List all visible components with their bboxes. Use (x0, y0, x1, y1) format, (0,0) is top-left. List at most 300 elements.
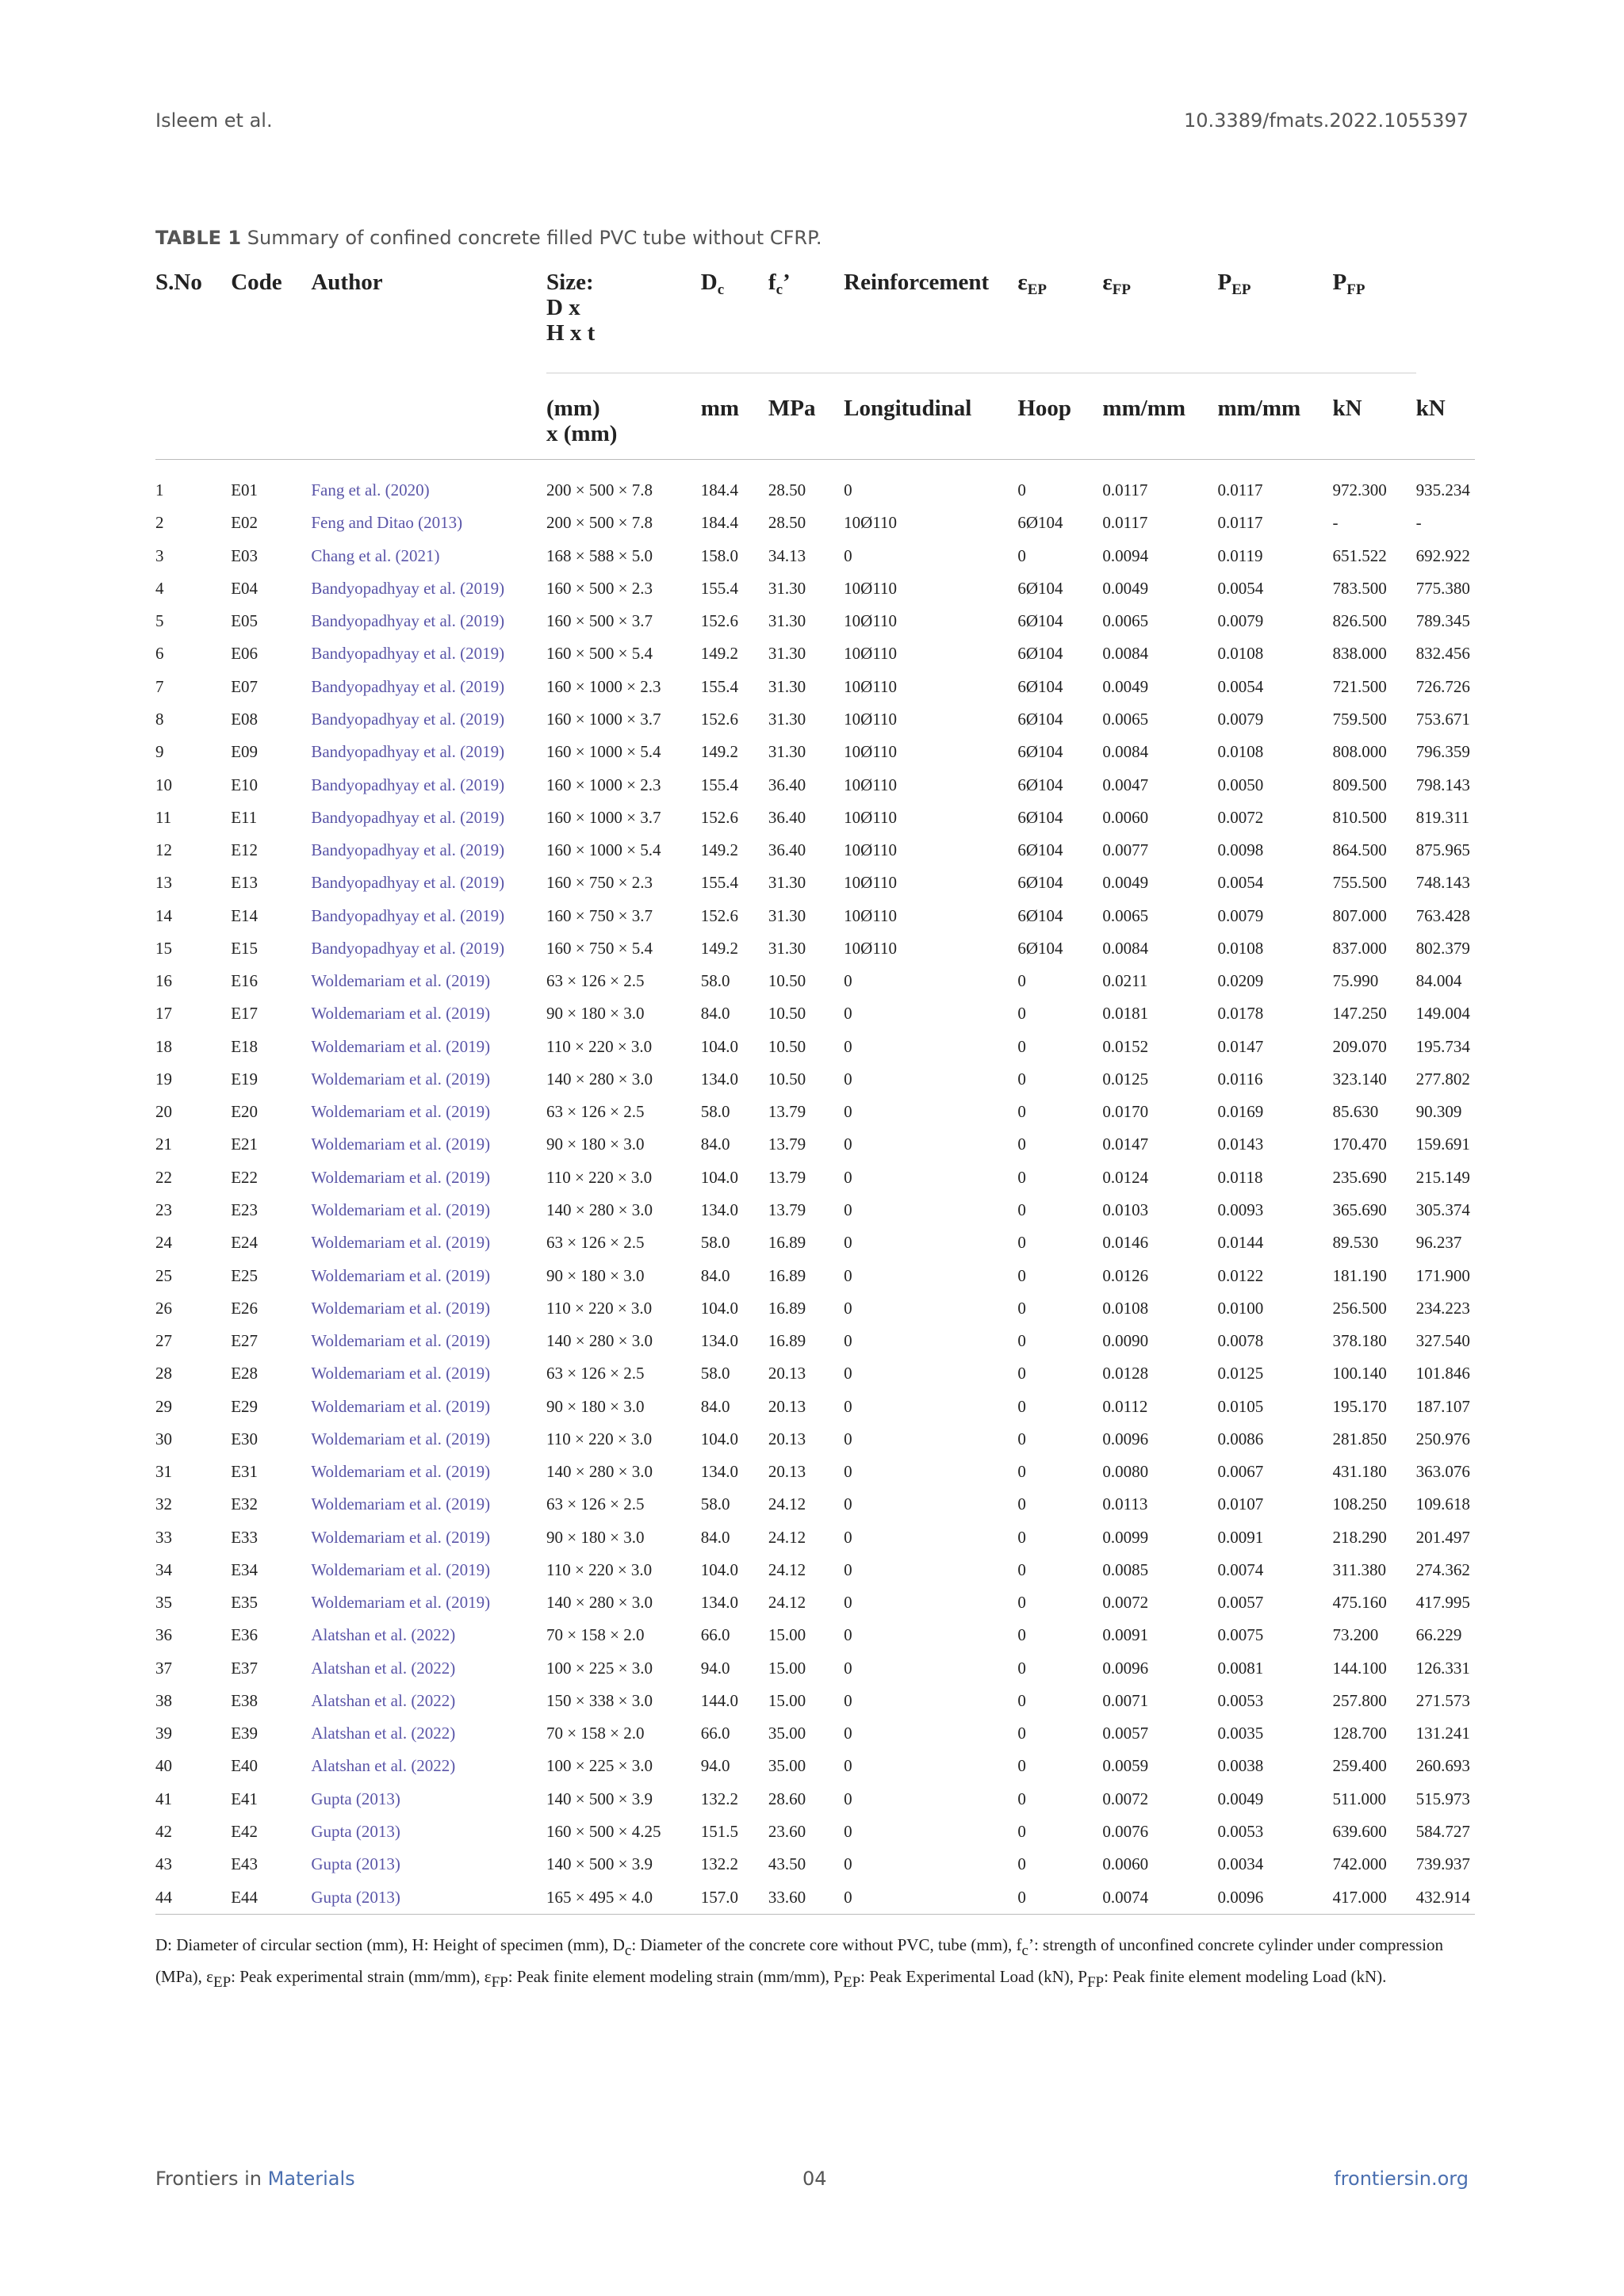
cell-efp: 0.0067 (1217, 1462, 1264, 1482)
cell-author[interactable]: Bandyopadhyay et al. (2019) (311, 905, 505, 925)
cell-pfp: 327.540 (1415, 1331, 1470, 1351)
cell-author[interactable]: Bandyopadhyay et al. (2019) (311, 938, 505, 958)
cell-longitudinal: 0 (844, 1881, 1017, 1914)
table-row (155, 1554, 1475, 1586)
cell-eep: 0.0072 (1102, 1593, 1149, 1613)
cell-author[interactable]: Woldemariam et al. (2019) (311, 971, 491, 991)
cell-pep: 73.200 (1332, 1625, 1379, 1645)
table-row (155, 1586, 1475, 1619)
cell-longitudinal: 0 (844, 1135, 852, 1154)
cell-eep: 0.0108 (1102, 1298, 1149, 1318)
cell-author[interactable]: Alatshan et al. (2022) (311, 1658, 456, 1678)
cell-size: 160 × 1000 × 2.3 (546, 676, 661, 696)
cell-sno: 14 (155, 905, 172, 925)
cell-code: E41 (231, 1789, 259, 1808)
cell-size: 168 × 588 × 5.0 (546, 545, 653, 565)
cell-author[interactable]: Feng and Ditao (2013) (311, 513, 463, 533)
cell-fc: 10.50 (768, 1036, 806, 1056)
cell-hoop: 0 (1017, 1690, 1026, 1710)
cell-code: E09 (231, 742, 259, 762)
cell-fc: 15.00 (768, 1625, 806, 1645)
fc-prime: ’ (783, 270, 791, 295)
cell-dc: 152.6 (700, 709, 738, 729)
cell-pep: 181.190 (1332, 1265, 1387, 1285)
cell-dc: 157.0 (701, 1881, 768, 1914)
cell-pep: 511.000 (1332, 1789, 1387, 1808)
cell-pfp: 775.380 (1415, 578, 1470, 598)
table-row (155, 1292, 1475, 1325)
cell-dc: 184.4 (700, 513, 738, 533)
cell-efp: 0.0035 (1217, 1724, 1264, 1743)
cell-fc: 24.12 (768, 1527, 806, 1547)
cell-eep: 0.0049 (1102, 578, 1149, 598)
cell-efp: 0.0144 (1217, 1233, 1264, 1253)
col-header-size (546, 270, 701, 373)
cell-longitudinal: 0 (844, 1593, 852, 1613)
cell-pep: 128.700 (1332, 1724, 1387, 1743)
cell-eep: 0.0085 (1102, 1559, 1149, 1579)
cell-size: 70 × 158 × 2.0 (546, 1625, 645, 1645)
cell-pep: 826.500 (1332, 611, 1387, 631)
cell-pfp: 260.693 (1415, 1756, 1470, 1776)
col-header-size-line2: D x (546, 295, 580, 320)
cell-size: 70 × 158 × 2.0 (546, 1724, 645, 1743)
table-row (155, 572, 1475, 605)
cell-sno: 7 (155, 676, 164, 696)
cell-dc: 151.5 (700, 1822, 738, 1842)
cell-efp: 0.0053 (1217, 1822, 1264, 1842)
cell-dc: 84.0 (700, 1396, 730, 1416)
cell-size: 160 × 750 × 2.3 (546, 873, 653, 893)
cell-eep: 0.0112 (1102, 1396, 1148, 1416)
unit-pfp: kN (1416, 373, 1475, 460)
cell-efp: 0.0079 (1217, 905, 1264, 925)
cell-dc: 144.0 (700, 1690, 738, 1710)
cell-efp: 0.0078 (1217, 1331, 1264, 1351)
cell-size: 90 × 180 × 3.0 (546, 1265, 645, 1285)
cell-longitudinal: 0 (844, 1494, 852, 1514)
cell-hoop: 0 (1017, 1069, 1026, 1089)
cell-dc: 58.0 (700, 1494, 730, 1514)
cell-author[interactable]: Chang et al. (2021) (311, 545, 440, 565)
cell-hoop: 0 (1017, 971, 1026, 991)
cell-fc: 10.50 (768, 1069, 806, 1089)
cell-efp: 0.0054 (1217, 578, 1264, 598)
cell-author[interactable]: Woldemariam et al. (2019) (311, 1233, 491, 1253)
cell-size: 140 × 500 × 3.9 (546, 1789, 653, 1808)
cell-eep: 0.0077 (1102, 840, 1149, 860)
cell-dc: 58.0 (700, 1364, 730, 1383)
cell-pfp: 90.309 (1415, 1102, 1462, 1122)
cell-author[interactable]: Woldemariam et al. (2019) (311, 1036, 491, 1056)
header-spacer (155, 460, 1475, 475)
cell-author[interactable]: Bandyopadhyay et al. (2019) (311, 709, 505, 729)
cell-eep: 0.0060 (1102, 1854, 1149, 1874)
cell-dc: 152.6 (700, 611, 738, 631)
cell-hoop: 6Ø104 (1017, 873, 1063, 893)
cell-eep: 0.0126 (1102, 1265, 1149, 1285)
cell-code: E44 (231, 1881, 311, 1914)
table-row (155, 637, 1475, 670)
table-label: TABLE 1 (155, 227, 242, 249)
cell-pep: 431.180 (1332, 1462, 1387, 1482)
table-row (155, 736, 1475, 768)
cell-author[interactable]: Woldemariam et al. (2019) (311, 1559, 491, 1579)
cell-sno: 40 (155, 1756, 172, 1776)
cell-pep: - (1332, 513, 1339, 533)
cell-efp: 0.0125 (1217, 1364, 1264, 1383)
cell-efp: 0.0098 (1217, 840, 1264, 860)
table-row (155, 802, 1475, 834)
cell-eep: 0.0065 (1102, 709, 1149, 729)
unit-pep: kN (1333, 373, 1416, 460)
cell-pfp: 109.618 (1415, 1494, 1470, 1514)
cell-efp: 0.0105 (1217, 1396, 1264, 1416)
col-header-size-line1: Size: (546, 270, 594, 295)
table-row (155, 1226, 1475, 1259)
cell-hoop: 0 (1017, 545, 1026, 565)
cell-author[interactable]: Gupta (2013) (311, 1822, 400, 1842)
cell-author[interactable]: Bandyopadhyay et al. (2019) (311, 840, 505, 860)
cell-author[interactable]: Woldemariam et al. (2019) (311, 1298, 491, 1318)
cell-dc: 132.2 (700, 1789, 738, 1808)
cell-efp: 0.0143 (1217, 1135, 1264, 1154)
cell-eep: 0.0124 (1102, 1167, 1149, 1187)
cell-pfp: 271.573 (1415, 1690, 1470, 1710)
cell-code: E30 (231, 1429, 259, 1448)
cell-code: E33 (231, 1527, 259, 1547)
cell-sno: 42 (155, 1822, 172, 1842)
cell-code: E02 (231, 513, 259, 533)
cell-author[interactable]: Woldemariam et al. (2019) (311, 1200, 491, 1219)
cell-code: E43 (231, 1854, 259, 1874)
cell-code: E37 (231, 1658, 259, 1678)
cell-dc: 66.0 (700, 1625, 730, 1645)
cell-author[interactable]: Alatshan et al. (2022) (311, 1724, 456, 1743)
cell-author[interactable]: Gupta (2013) (311, 1854, 400, 1874)
cell-sno: 8 (155, 709, 164, 729)
cell-longitudinal: 0 (844, 1429, 852, 1448)
unit-size-line1: (mm) (546, 396, 600, 421)
cell-eep: 0.0057 (1102, 1724, 1149, 1743)
cell-pfp: 250.976 (1415, 1429, 1470, 1448)
cell-author[interactable]: Woldemariam et al. (2019) (311, 1429, 491, 1448)
cell-pep: 417.000 (1333, 1881, 1416, 1914)
efp-symbol: ε (1102, 270, 1113, 295)
cell-efp: 0.0147 (1217, 1036, 1264, 1056)
cell-dc: 134.0 (700, 1462, 738, 1482)
col-header-code: Code (231, 270, 282, 295)
cell-sno: 20 (155, 1102, 172, 1122)
cell-code: E08 (231, 709, 259, 729)
cell-author[interactable]: Woldemariam et al. (2019) (311, 1167, 491, 1187)
cell-dc: 155.4 (700, 873, 738, 893)
cell-code: E25 (231, 1265, 259, 1285)
cell-dc: 94.0 (700, 1658, 730, 1678)
cell-longitudinal: 0 (844, 1331, 852, 1351)
table-row (155, 932, 1475, 965)
cell-author[interactable]: Bandyopadhyay et al. (2019) (311, 873, 505, 893)
cell-fc: 13.79 (768, 1135, 806, 1154)
cell-dc: 155.4 (700, 578, 738, 598)
fc-symbol: f (768, 270, 776, 295)
cell-eep: 0.0181 (1102, 1004, 1149, 1024)
table-row (155, 867, 1475, 899)
pep-symbol: P (1217, 270, 1232, 295)
cell-hoop: 0 (1017, 1625, 1026, 1645)
cell-size: 63 × 126 × 2.5 (546, 1102, 645, 1122)
cell-size: 140 × 280 × 3.0 (546, 1462, 653, 1482)
cell-size: 90 × 180 × 3.0 (546, 1135, 645, 1154)
cell-author[interactable]: Woldemariam et al. (2019) (311, 1364, 491, 1383)
cell-pep: 755.500 (1332, 873, 1387, 893)
cell-hoop: 6Ø104 (1017, 709, 1063, 729)
cell-dc: 84.0 (700, 1004, 730, 1024)
cell-size: 160 × 1000 × 3.7 (546, 709, 661, 729)
cell-pfp: 171.900 (1415, 1265, 1470, 1285)
cell-hoop: 0 (1017, 1331, 1026, 1351)
cell-fc: 13.79 (768, 1102, 806, 1122)
cell-dc: 184.4 (700, 480, 738, 500)
unit-fc: MPa (768, 373, 844, 460)
cell-dc: 134.0 (700, 1593, 738, 1613)
cell-author[interactable]: Woldemariam et al. (2019) (311, 1265, 491, 1285)
unit-longitudinal: Longitudinal (844, 373, 1017, 460)
cell-code: E21 (231, 1135, 259, 1154)
cell-dc: 104.0 (700, 1559, 738, 1579)
table-row (155, 1259, 1475, 1292)
cell-author[interactable]: Woldemariam et al. (2019) (311, 1004, 491, 1024)
cell-eep: 0.0060 (1102, 807, 1149, 827)
cell-fc: 16.89 (768, 1265, 806, 1285)
cell-dc: 104.0 (700, 1298, 738, 1318)
cell-longitudinal: 10Ø110 (844, 905, 898, 925)
cell-efp: 0.0054 (1217, 676, 1264, 696)
table-row (155, 1031, 1475, 1063)
cell-pfp: 692.922 (1415, 545, 1470, 565)
table-row (155, 703, 1475, 736)
unit-size-line2: x (mm) (546, 421, 618, 446)
pep-subscript: EP (1231, 281, 1251, 298)
table-row (155, 1652, 1475, 1685)
cell-fc: 20.13 (768, 1462, 806, 1482)
table-body (155, 474, 1475, 1914)
cell-hoop: 0 (1017, 1756, 1026, 1776)
cell-hoop: 0 (1017, 1004, 1026, 1024)
cell-author[interactable]: Woldemariam et al. (2019) (311, 1494, 491, 1514)
cell-efp: 0.0054 (1217, 873, 1264, 893)
cell-code: E07 (231, 676, 259, 696)
cell-dc: 134.0 (700, 1331, 738, 1351)
cell-code: E12 (231, 840, 259, 860)
cell-size: 110 × 220 × 3.0 (546, 1167, 653, 1187)
cell-hoop: 0 (1017, 1298, 1026, 1318)
table-row (155, 1194, 1475, 1226)
cell-author[interactable]: Woldemariam et al. (2019) (311, 1462, 491, 1482)
cell-pep: 147.250 (1332, 1004, 1387, 1024)
col-header-pfp (1333, 270, 1416, 373)
cell-pep: 651.522 (1332, 545, 1387, 565)
cell-author[interactable]: Bandyopadhyay et al. (2019) (311, 611, 505, 631)
cell-author[interactable]: Alatshan et al. (2022) (311, 1756, 456, 1776)
cell-eep: 0.0049 (1102, 873, 1149, 893)
cell-longitudinal: 0 (844, 1396, 852, 1416)
cell-sno: 1 (155, 480, 164, 500)
footer-journal-link[interactable]: Materials (267, 2168, 355, 2190)
cell-hoop: 6Ø104 (1017, 611, 1063, 631)
table-row (155, 899, 1475, 932)
table-row (155, 1063, 1475, 1096)
cell-dc: 104.0 (700, 1167, 738, 1187)
table-row (155, 768, 1475, 801)
cell-longitudinal: 0 (844, 1036, 852, 1056)
cell-pfp: 753.671 (1415, 709, 1470, 729)
cell-efp: 0.0119 (1217, 545, 1263, 565)
cell-author[interactable]: Gupta (2013) (311, 1789, 400, 1808)
cell-sno: 16 (155, 971, 172, 991)
cell-size: 150 × 338 × 3.0 (546, 1690, 653, 1710)
cell-code: E04 (231, 578, 259, 598)
cell-hoop: 0 (1017, 1789, 1026, 1808)
cell-pfp: 832.456 (1415, 644, 1470, 664)
cell-pep: 809.500 (1332, 775, 1387, 794)
cell-longitudinal: 0 (844, 1167, 852, 1187)
cell-dc: 149.2 (700, 742, 738, 762)
cell-author[interactable]: Woldemariam et al. (2019) (311, 1102, 491, 1122)
cell-author[interactable]: Bandyopadhyay et al. (2019) (311, 775, 505, 794)
cell-longitudinal: 0 (844, 1690, 852, 1710)
cell-longitudinal: 0 (844, 1527, 852, 1547)
cell-fc: 10.50 (768, 1004, 806, 1024)
cell-fc: 31.30 (768, 938, 806, 958)
cell-author[interactable]: Woldemariam et al. (2019) (311, 1069, 491, 1089)
cell-hoop: 0 (1017, 1036, 1026, 1056)
running-header-authors: Isleem et al. (155, 109, 273, 132)
cell-efp: 0.0107 (1217, 1494, 1264, 1514)
cell-pfp: 131.241 (1415, 1724, 1470, 1743)
cell-author[interactable]: Bandyopadhyay et al. (2019) (311, 644, 505, 664)
cell-author[interactable]: Woldemariam et al. (2019) (311, 1331, 491, 1351)
cell-dc: 84.0 (700, 1135, 730, 1154)
cell-dc: 66.0 (700, 1724, 730, 1743)
cell-author[interactable]: Woldemariam et al. (2019) (311, 1527, 491, 1547)
cell-eep: 0.0090 (1102, 1331, 1149, 1351)
cell-author[interactable]: Woldemariam et al. (2019) (311, 1396, 491, 1416)
cell-pep: 365.690 (1332, 1200, 1387, 1219)
cell-pfp: 66.229 (1415, 1625, 1462, 1645)
cell-efp: 0.0108 (1217, 644, 1264, 664)
cell-sno: 11 (155, 807, 172, 827)
cell-sno: 25 (155, 1265, 172, 1285)
cell-eep: 0.0072 (1102, 1789, 1149, 1808)
cell-pep: 195.170 (1332, 1396, 1387, 1416)
cell-hoop: 6Ø104 (1017, 513, 1063, 533)
cell-dc: 84.0 (700, 1527, 730, 1547)
cell-size: 110 × 220 × 3.0 (546, 1559, 653, 1579)
cell-pfp: 726.726 (1415, 676, 1470, 696)
table-row (155, 1488, 1475, 1521)
cell-size: 110 × 220 × 3.0 (546, 1429, 653, 1448)
cell-author[interactable]: Bandyopadhyay et al. (2019) (311, 742, 505, 762)
cell-pep: 810.500 (1332, 807, 1387, 827)
cell-author[interactable]: Bandyopadhyay et al. (2019) (311, 578, 505, 598)
running-header-doi[interactable]: 10.3389/fmats.2022.1055397 (1183, 109, 1469, 132)
cell-code: E05 (231, 611, 259, 631)
cell-hoop: 0 (1017, 1233, 1026, 1253)
cell-longitudinal: 0 (844, 1462, 852, 1482)
cell-pep: 259.400 (1332, 1756, 1387, 1776)
cell-code: E14 (231, 905, 259, 925)
cell-dc: 104.0 (700, 1036, 738, 1056)
cell-eep: 0.0084 (1102, 644, 1149, 664)
table-row (155, 1161, 1475, 1194)
cell-efp: 0.0057 (1217, 1593, 1264, 1613)
cell-hoop: 0 (1017, 1854, 1026, 1874)
cell-efp: 0.0178 (1217, 1004, 1264, 1024)
cell-longitudinal: 0 (844, 480, 852, 500)
cell-author[interactable]: Bandyopadhyay et al. (2019) (311, 807, 505, 827)
cell-sno: 29 (155, 1396, 172, 1416)
cell-pep: 475.160 (1332, 1593, 1387, 1613)
cell-longitudinal: 0 (844, 1265, 852, 1285)
cell-eep: 0.0211 (1102, 971, 1148, 991)
cell-code: E23 (231, 1200, 259, 1219)
cell-efp: 0.0093 (1217, 1200, 1264, 1219)
cell-sno: 27 (155, 1331, 172, 1351)
footer-site-link[interactable]: frontiersin.org (1334, 2168, 1469, 2190)
cell-efp: 0.0117 (1217, 513, 1263, 533)
cell-eep: 0.0128 (1102, 1364, 1149, 1383)
table-row (155, 1717, 1475, 1750)
cell-code: E26 (231, 1298, 259, 1318)
col-header-fc (768, 270, 844, 373)
cell-author[interactable]: Fang et al. (2020) (311, 480, 430, 500)
cell-author[interactable]: Alatshan et al. (2022) (311, 1690, 456, 1710)
cell-efp: 0.0075 (1217, 1625, 1264, 1645)
cell-pep: 864.500 (1332, 840, 1387, 860)
cell-hoop: 0 (1017, 1102, 1026, 1122)
cell-fc: 13.79 (768, 1167, 806, 1187)
cell-efp: 0.0072 (1217, 807, 1264, 827)
cell-dc: 134.0 (700, 1069, 738, 1089)
cell-size: 63 × 126 × 2.5 (546, 971, 645, 991)
cell-author[interactable]: Bandyopadhyay et al. (2019) (311, 676, 505, 696)
cell-sno: 37 (155, 1658, 172, 1678)
unit-eep: mm/mm (1102, 373, 1217, 460)
cell-efp: 0.0049 (1217, 1789, 1264, 1808)
cell-efp: 0.0108 (1217, 938, 1264, 958)
cell-fc: 34.13 (768, 545, 806, 565)
cell-code: E40 (231, 1756, 259, 1776)
cell-pep: 721.500 (1332, 676, 1387, 696)
cell-author[interactable]: Alatshan et al. (2022) (311, 1625, 456, 1645)
table-row (155, 1619, 1475, 1651)
cell-author[interactable]: Woldemariam et al. (2019) (311, 1593, 491, 1613)
cell-hoop: 0 (1017, 1429, 1026, 1448)
unit-empty-3 (311, 373, 546, 460)
cell-sno: 34 (155, 1559, 172, 1579)
cell-efp: 0.0081 (1217, 1658, 1264, 1678)
cell-efp: 0.0100 (1217, 1298, 1264, 1318)
cell-pfp: 748.143 (1415, 873, 1470, 893)
cell-size: 100 × 225 × 3.0 (546, 1658, 653, 1678)
cell-eep: 0.0091 (1102, 1625, 1149, 1645)
cell-author[interactable]: Woldemariam et al. (2019) (311, 1135, 491, 1154)
cell-eep: 0.0147 (1102, 1135, 1149, 1154)
cell-fc: 28.60 (768, 1789, 806, 1808)
cell-efp: 0.0118 (1217, 1167, 1263, 1187)
cell-author[interactable]: Gupta (2013) (311, 1881, 546, 1914)
